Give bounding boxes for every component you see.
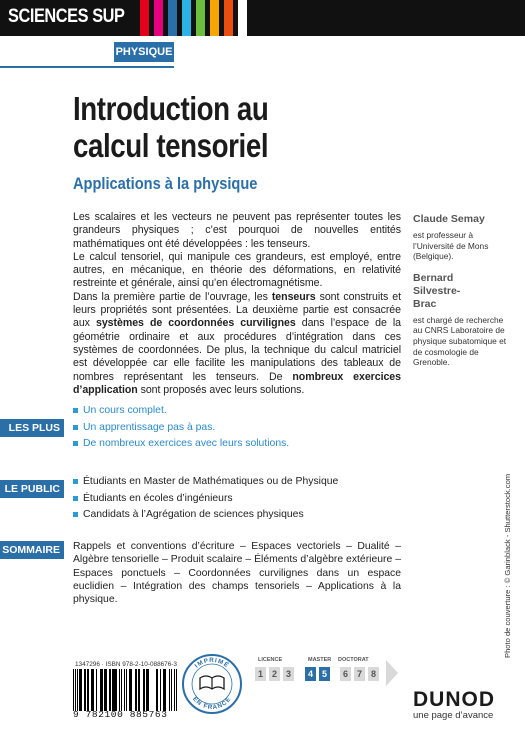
description-paragraph-1: Les scalaires et les vecteurs ne peuvent pas représenter toutes les grandeurs physiques ; c’est pourquoi de nouvelles entités mathématiques ont été développées : les tenseurs. [73,211,401,250]
stripe-white [238,0,247,36]
author-desc-2: est chargé de recherche au CNRS Laboratoire de physique subatomique et de cosmologie de Grenoble. [413,314,507,368]
color-stripes [140,0,252,36]
publisher-logo: DUNOD [413,688,495,711]
level-indicator [250,657,400,687]
list-item: Étudiants en Master de Mathématiques ou de Physique [73,474,338,491]
level-box-active: 5 [319,667,330,681]
text-run: sont proposés avec leurs solutions. [137,383,305,396]
level-doctorat-label: DOCTORAT [338,657,369,663]
barcode-number: 9 782100 885763 [73,709,168,720]
barcode-bar [176,669,177,711]
text-run: sont construits et leurs propriétés sont présentées. La deuxième partie est consacrée aux [73,290,401,330]
arrow-right-icon [386,660,398,686]
list-item: Candidats à l’Agrégation de sciences physiques [73,507,338,524]
sommaire-label: SOMMAIRE [0,541,64,559]
level-master-label: MASTER [308,657,332,663]
isbn-code: 1347296 · ISBN 978-2-10-088676-3 [75,661,177,668]
stripe-magenta [154,0,163,36]
text-run: dans l’espace de la géométrie ordinaire et aux procédures d’intégration dans ces systèmes de coordonnées. De plus, la technique du calcul matriciel est développée car elle facilite les manipulations des tableaux de nombres représentant les tenseurs. De [73,317,401,383]
description-paragraph-3 [73,291,401,397]
le-public-list [73,474,338,524]
bold-run: nombreux exercices d’application [73,370,401,396]
level-box: 8 [368,667,379,681]
authors [413,213,511,378]
stripe-cyan [182,0,191,36]
les-plus-list [73,403,289,453]
list-item: De nombreux exercices avec leurs solutions. [73,436,289,453]
subject-rule [0,66,174,68]
book-subtitle: Applications à la physique [73,174,258,193]
description-paragraph-2: Le calcul tensoriel, qui manipule ces grandeurs, est employé, entre autres, en mécanique, en théorie des déformations, en relativité restreinte et générale, ainsi qu’en électromagnétisme. [73,250,401,290]
stripe-red-orange [224,0,233,36]
le-public-label: LE PUBLIC [0,480,64,498]
les-plus-label: LES PLUS [0,419,64,437]
top-banner [0,0,525,36]
level-box-active: 4 [305,667,316,681]
book-title [73,90,325,164]
stripe-orange [210,0,219,36]
sommaire-text: Rappels et conventions d’écriture – Espaces vectoriels – Dualité – Algèbre tensorielle – Produit scalaire – Éléments d’algèbre extérieure – Espaces ponctuels – Coordonnées curvilignes dans un espace euclidien – Intégration des champs tensoriels – Applications à la physique. [73,541,401,606]
bold-run: systèmes de coordonnées curvilignes [96,317,296,330]
stamp-top-text: IMPRIMÉ [193,657,231,670]
level-box: 1 [255,667,266,681]
barcode [73,669,177,711]
list-item: Un apprentissage pas à pas. [73,420,289,437]
author-name-1: Claude Semay [413,213,485,225]
level-box: 2 [269,667,280,681]
level-box: 3 [283,667,294,681]
description [73,211,401,397]
series-name: SCIENCES SUP [8,6,125,27]
stamp-bottom-text: EN FRANCE [191,695,233,712]
author-name-2: Bernard Silvestre-Brac [413,271,461,310]
publisher-tagline: une page d’avance [413,710,494,721]
stripe-red [140,0,149,36]
title-line-2: calcul tensoriel [73,127,269,164]
stripe-blue [168,0,177,36]
list-item: Un cours complet. [73,403,289,420]
imprime-en-france-stamp [181,653,243,715]
text-run: Dans la première partie de l’ouvrage, les [73,290,272,303]
subject-tag: PHYSIQUE [114,42,174,62]
level-box: 6 [340,667,351,681]
photo-credit: Photo de couverture : © Garinblack - Shutterstock.com [503,473,512,658]
level-licence-label: LICENCE [258,657,283,663]
title-line-1: Introduction au [73,90,269,127]
author-desc-1: est professeur à l’Université de Mons (Belgique). [413,230,489,262]
list-item: Étudiants en écoles d’ingénieurs [73,491,338,508]
stripe-green [196,0,205,36]
level-box: 7 [354,667,365,681]
bold-run: tenseurs [271,290,316,303]
